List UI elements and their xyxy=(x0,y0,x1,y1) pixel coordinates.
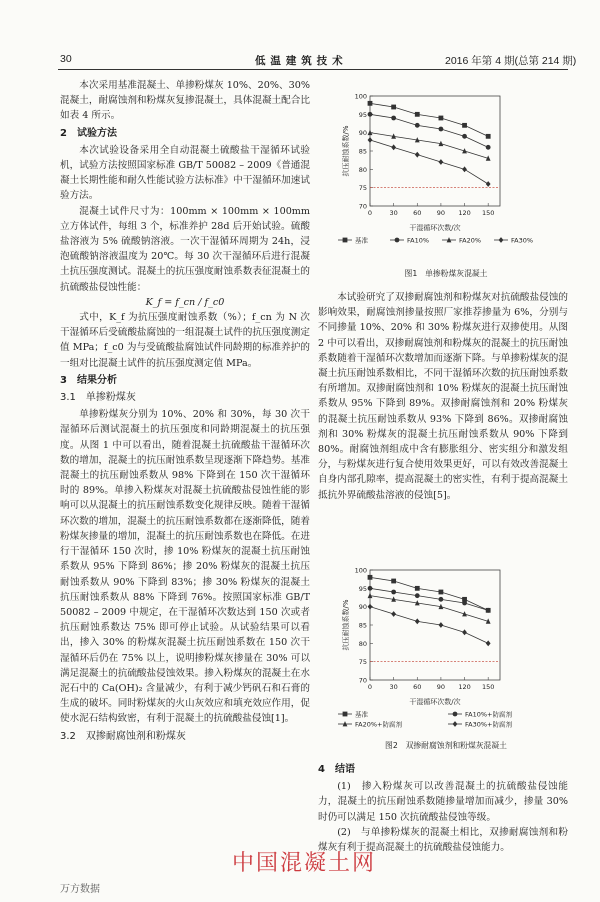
data-point xyxy=(368,604,373,610)
series-line xyxy=(370,577,488,610)
figure-1-chart xyxy=(330,88,562,273)
series-line xyxy=(370,103,488,136)
legend-label: FA20% xyxy=(459,236,482,245)
journal-title: 低 温 建 筑 技 术 xyxy=(255,55,344,67)
data-point xyxy=(391,105,396,110)
page-number: 30 xyxy=(60,53,72,65)
series-line xyxy=(370,588,488,610)
series-3 xyxy=(368,604,491,646)
subsection-heading: 3.1 单掺粉煤灰 xyxy=(60,392,136,404)
data-point xyxy=(462,601,467,606)
x-tick-label: 60 xyxy=(413,209,422,217)
y-tick-label: 85 xyxy=(358,147,367,156)
data-point xyxy=(415,586,420,591)
data-point xyxy=(415,112,420,117)
paragraph: 混凝土试件尺寸为：100mm × 100mm × 100mm 立方体试件，每组 3 个，标准养护 28d 后开始试验。硫酸盐溶液为 5% 硫酸钠溶液。一次干湿循环周期为 24h，浸泡硫酸钠溶液温度为 20℃。每 30 次干湿循环后进行混凝土抗压强度测试。混凝土的抗压强度耐蚀系数表征混凝土的抗硫酸盐侵蚀性能： xyxy=(60,205,310,293)
header-rule xyxy=(58,69,568,70)
series-0 xyxy=(368,101,491,139)
paragraph: 本次采用基准混凝土、单掺粉煤灰 10%、20%、30% 混凝土，耐腐蚀剂和粉煤灰复掺混凝土，具体混凝土配合比如表 4 所示。 xyxy=(60,80,310,122)
series-1 xyxy=(368,112,491,150)
x-tick-label: 90 xyxy=(436,683,446,691)
paragraph: 单掺粉煤灰分别为 10%、20% 和 30%，每 30 次干湿循环后测试混凝土的抗压强度和同龄期混凝土的抗压强度。从图 1 中可以看出，随着混凝土抗硫酸盐干湿循环次数的增加，混凝土的抗压耐蚀系数呈现逐渐下降趋势。基准混凝土的抗压耐蚀系数从 98% 下降到在 150 次干湿循环时的 89%。单掺入粉煤灰对混凝土抗硫酸盐侵蚀性能的影响可以从混凝土的抗压耐蚀系数变化规律反映。随着干湿循环次数的增加，混凝土的抗压耐蚀系数都在逐渐降低，随着粉煤灰掺量的增加，混凝土的抗压耐蚀系数也在降低。在进行干湿循环 150 次时，掺 10% 粉煤灰的混凝土抗压耐蚀系数从 95% 下降到 86%；掺 20% 粉煤灰的混凝土抗压耐蚀系数从 90% 下降到 83%；掺 30% 粉煤灰的混凝土抗压耐蚀系数从 88% 下降到 76%。按照国家标准 GB/T 50082 – 2009 中规定，在干湿循环次数达到 150 次或者抗压耐蚀系数达 75% 即可停止试验。从试验结果可以看出，掺入 30% 的粉煤灰混凝土抗压耐蚀系数在 150 次干湿循环后仍在 75% 以上，说明掺粉煤灰掺量在 30% 可以满足混凝土的抗硫酸盐侵蚀效果。掺入粉煤灰的混凝土在水泥石中的 Ca(OH)₂ 含量减少，有利于减少钙矾石和石膏的生成的破坏。同时粉煤灰的火山灰效应和填充效应作用，促使水泥石结构致密，有利于混凝土的抗硫酸盐侵蚀[1]。 xyxy=(60,409,310,725)
legend-marker xyxy=(453,712,458,717)
series-line xyxy=(370,114,488,147)
data-point xyxy=(368,593,373,598)
y-axis-label: 抗压耐蚀系数/% xyxy=(342,599,350,651)
data-point xyxy=(486,640,491,646)
data-point xyxy=(486,145,491,150)
y-tick-label: 100 xyxy=(354,92,367,101)
legend-marker xyxy=(343,238,348,243)
section-heading: 3 结果分析 xyxy=(60,374,117,386)
formula: K_f = f_cn / f_c0 xyxy=(145,296,225,308)
y-tick-label: 70 xyxy=(358,202,367,211)
legend-marker xyxy=(395,238,400,243)
right-column-bottom xyxy=(318,760,568,855)
legend-marker xyxy=(499,237,504,243)
data-point xyxy=(391,144,396,150)
data-point xyxy=(391,579,396,584)
x-tick-label: 90 xyxy=(436,209,446,217)
plot-frame xyxy=(370,96,500,206)
y-tick-label: 75 xyxy=(358,184,367,193)
y-axis-label: 抗压耐蚀系数/% xyxy=(342,125,350,177)
left-column xyxy=(60,78,310,746)
y-tick-label: 90 xyxy=(358,129,367,138)
data-point xyxy=(462,134,467,139)
series-3 xyxy=(368,137,491,187)
data-point xyxy=(415,618,420,624)
x-tick-label: 150 xyxy=(481,209,495,217)
series-line xyxy=(370,140,488,184)
legend-label: 基准 xyxy=(355,236,368,245)
data-point xyxy=(368,112,373,117)
source-label: 万方数据 xyxy=(60,884,100,895)
data-point xyxy=(368,586,373,591)
data-point xyxy=(486,608,491,613)
y-tick-label: 95 xyxy=(358,584,367,593)
y-tick-label: 75 xyxy=(358,658,367,667)
x-tick-label: 120 xyxy=(458,209,471,217)
figure-2-chart xyxy=(330,562,562,738)
data-point xyxy=(368,137,373,143)
data-point xyxy=(462,629,467,635)
data-point xyxy=(391,590,396,595)
right-column-top xyxy=(318,290,568,503)
data-point xyxy=(439,116,444,121)
data-point xyxy=(391,116,396,121)
data-point xyxy=(439,597,444,602)
legend-label: FA10% xyxy=(407,236,430,245)
legend-label: FA30%+防腐剂 xyxy=(465,720,512,729)
figure-1 xyxy=(330,88,562,273)
subsection-heading: 3.2 双掺耐腐蚀剂和粉煤灰 xyxy=(60,730,186,742)
x-tick-label: 0 xyxy=(367,683,373,691)
x-tick-label: 30 xyxy=(389,209,398,217)
x-tick-label: 150 xyxy=(481,683,495,691)
legend-label: 基准 xyxy=(355,710,368,719)
paragraph: 式中，K_f 为抗压强度耐蚀系数（%）；f_cn 为 N 次干湿循环后受硫酸盐腐蚀的一组混凝土试件的抗压强度测定值 MPa；f_c0 为与受硫酸盐腐蚀试件同龄期的标准养护的一组对比混凝土试件的抗压强度测定值 MPa。 xyxy=(60,312,310,369)
data-point xyxy=(486,181,491,187)
data-point xyxy=(415,152,420,158)
paragraph: 本试验研究了双掺耐腐蚀剂和粉煤灰对抗硫酸盐侵蚀的影响效果，耐腐蚀剂掺量按照厂家推荐掺量为 6%，分别与不同掺量 10%、20% 和 30% 粉煤灰进行双掺使用。从图 2 中可以看出，双掺耐腐蚀剂和粉煤灰的混凝土的抗压耐蚀系数随着干湿循环次数增加而逐渐下降。与单掺粉煤灰的混凝土抗压耐蚀系数相比，不同干湿循环次数的抗压耐蚀系数有所增加。双掺耐腐蚀剂和 10% 粉煤灰的混凝土抗压耐蚀系数从 95% 下降到 89%。双掺耐腐蚀剂和 20% 粉煤灰的混凝土抗压耐蚀系数从 93% 下降到 86%。双掺耐腐蚀剂和 30% 粉煤灰的混凝土抗压耐蚀系数从 90% 下降到 80%。耐腐蚀剂组成中含有膨胀组分、密实组分和激发组分，与粉煤灰进行复合使用效果更好，可以有效改善混凝土自身内部孔隙率，提高混凝土的密实性，有利于提高混凝土抵抗外界硫酸盐溶液的侵蚀[5]。 xyxy=(318,292,568,501)
legend-label: FA30% xyxy=(511,236,534,245)
data-point xyxy=(391,611,396,617)
legend-label: FA10%+防腐剂 xyxy=(465,710,512,719)
section-heading: 2 试验方法 xyxy=(60,127,117,139)
watermark-logo: 中国混凝土网 xyxy=(232,851,377,876)
data-point xyxy=(439,127,444,132)
data-point xyxy=(415,593,420,598)
y-tick-label: 85 xyxy=(358,621,367,630)
section-heading: 4 结语 xyxy=(318,764,355,775)
data-point xyxy=(368,101,373,106)
y-tick-label: 95 xyxy=(358,110,367,119)
x-tick-label: 60 xyxy=(413,683,422,691)
conclusion-item: (2) 与单掺粉煤灰的混凝土相比，双掺耐腐蚀剂和粉煤灰有利于提高混凝土的抗硫酸盐侵蚀能力。 xyxy=(318,826,568,854)
data-point xyxy=(462,166,467,172)
issue-info: 2016 年第 4 期(总第 214 期) xyxy=(445,55,577,67)
y-tick-label: 70 xyxy=(358,676,367,685)
plot-frame xyxy=(370,570,500,680)
x-tick-label: 0 xyxy=(367,209,373,217)
y-tick-label: 80 xyxy=(358,165,367,174)
data-point xyxy=(415,123,420,128)
x-axis-label: 干湿循环次数/次 xyxy=(409,698,461,706)
figure-2-caption: 图2 双掺耐腐蚀剂和粉煤灰混凝土 xyxy=(385,741,507,750)
legend-marker xyxy=(343,712,348,717)
data-point xyxy=(439,159,444,165)
x-axis-label: 干湿循环次数/次 xyxy=(409,224,461,232)
x-tick-label: 30 xyxy=(389,683,398,691)
figure-2 xyxy=(330,562,562,738)
data-point xyxy=(439,590,444,595)
legend-label: FA20%+防腐剂 xyxy=(355,720,402,729)
data-point xyxy=(439,622,444,628)
y-tick-label: 80 xyxy=(358,639,367,648)
conclusion-item: (1) 掺入粉煤灰可以改善混凝土的抗硫酸盐侵蚀能力，混凝土的抗压耐蚀系数随掺量增加而减少，掺量 30% 时仍可以满足 150 次抗硫酸盐侵蚀等级。 xyxy=(318,781,568,823)
x-tick-label: 120 xyxy=(458,683,471,691)
legend-marker xyxy=(453,721,458,727)
y-tick-label: 100 xyxy=(354,566,367,575)
series-line xyxy=(370,607,488,644)
paragraph: 本次试验设备采用全自动混凝土硫酸盐干湿循环试验机，试验方法按照国家标准 GB/T 50082 – 2009《普通混凝土长期性能和耐久性能试验方法标准》中干湿循环加速试验方法。 xyxy=(60,144,310,202)
data-point xyxy=(486,134,491,139)
data-point xyxy=(462,123,467,128)
data-point xyxy=(368,575,373,580)
figure-1-caption: 图1 单掺粉煤灰混凝土 xyxy=(404,269,488,278)
series-0 xyxy=(368,575,491,613)
y-tick-label: 90 xyxy=(358,603,367,612)
series-line xyxy=(370,596,488,622)
